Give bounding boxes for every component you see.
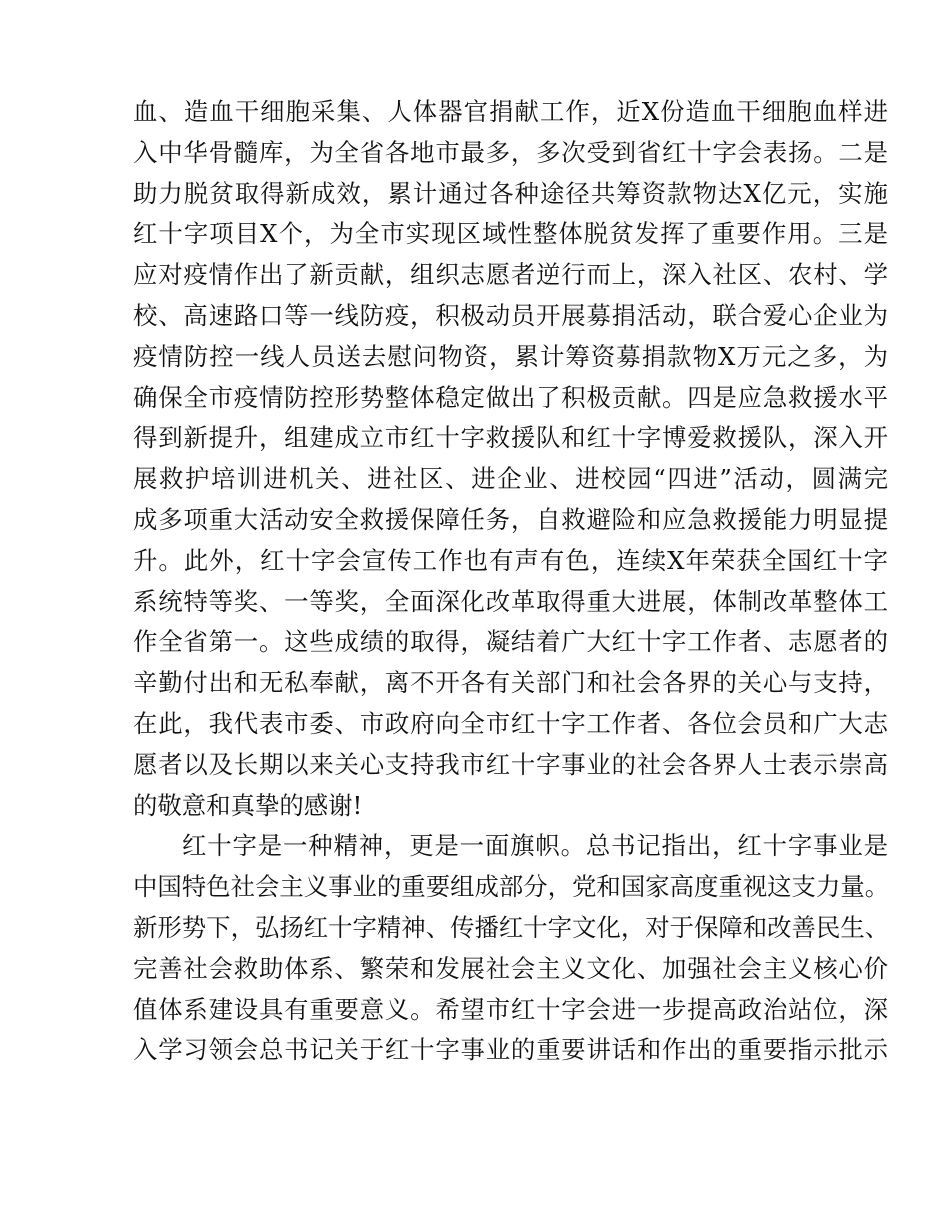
text-line: 应对疫情作出了新贡献，组织志愿者逆行而上，深入社区、农村、学 xyxy=(133,260,888,290)
paragraph-start-line: 红十字是一种精神，更是一面旗帜。总书记指出，红十字事业是 xyxy=(182,831,888,861)
text-line: 作全省第一。这些成绩的取得，凝结着广大红十字工作者、志愿者的 xyxy=(133,627,888,657)
text-line: 愿者以及长期以来关心支持我市红十字事业的社会各界人士表示崇高 xyxy=(133,749,888,779)
text-line: 值体系建设具有重要意义。希望市红十字会进一步提高政治站位，深 xyxy=(133,994,888,1024)
text-line: 助力脱贫取得新成效，累计通过各种途径共筹资款物达X亿元，实施 xyxy=(133,178,888,208)
text-line: 新形势下，弘扬红十字精神、传播红十字文化，对于保障和改善民生、 xyxy=(133,912,890,942)
text-line: 入中华骨髓库，为全省各地市最多，多次受到省红十字会表扬。二是 xyxy=(133,137,888,167)
text-line: 中国特色社会主义事业的重要组成部分，党和国家高度重视这支力量。 xyxy=(133,872,890,902)
text-line: 升。此外，红十字会宣传工作也有声有色，连续X年荣获全国红十字 xyxy=(133,545,888,575)
text-line: 完善社会救助体系、繁荣和发展社会主义文化、加强社会主义核心价 xyxy=(133,953,888,983)
text-line: 成多项重大活动安全救援保障任务，自救避险和应急救援能力明显提 xyxy=(133,504,888,534)
text-line: 确保全市疫情防控形势整体稳定做出了积极贡献。四是应急救援水平 xyxy=(133,382,888,412)
text-line: 系统特等奖、一等奖，全面深化改革取得重大进展，体制改革整体工 xyxy=(133,586,888,616)
text-line: 在此，我代表市委、市政府向全市红十字工作者、各位会员和广大志 xyxy=(133,708,888,738)
text-line: 校、高速路口等一线防疫，积极动员开展募捐活动，联合爱心企业为 xyxy=(133,300,888,330)
text-line: 得到新提升，组建成立市红十字救援队和红十字博爱救援队，深入开 xyxy=(133,423,888,453)
text-line: 展救护培训进机关、进社区、进企业、进校园“四进”活动，圆满完 xyxy=(133,464,888,494)
paragraph-end-line: 的敬意和真挚的感谢! xyxy=(133,790,363,820)
text-line: 红十字项目X个，为全市实现区域性整体脱贫发挥了重要作用。三是 xyxy=(133,219,888,249)
text-line: 辛勤付出和无私奉献，离不开各有关部门和社会各界的关心与支持， xyxy=(133,668,888,698)
text-line: 血、造血干细胞采集、人体器官捐献工作，近X份造血干细胞血样进 xyxy=(133,97,888,126)
text-line: 疫情防控一线人员送去慰问物资，累计筹资募捐款物X万元之多，为 xyxy=(133,341,888,371)
body-text xyxy=(133,92,893,1071)
text-line: 入学习领会总书记关于红十字事业的重要讲话和作出的重要指示批示 xyxy=(133,1035,888,1065)
